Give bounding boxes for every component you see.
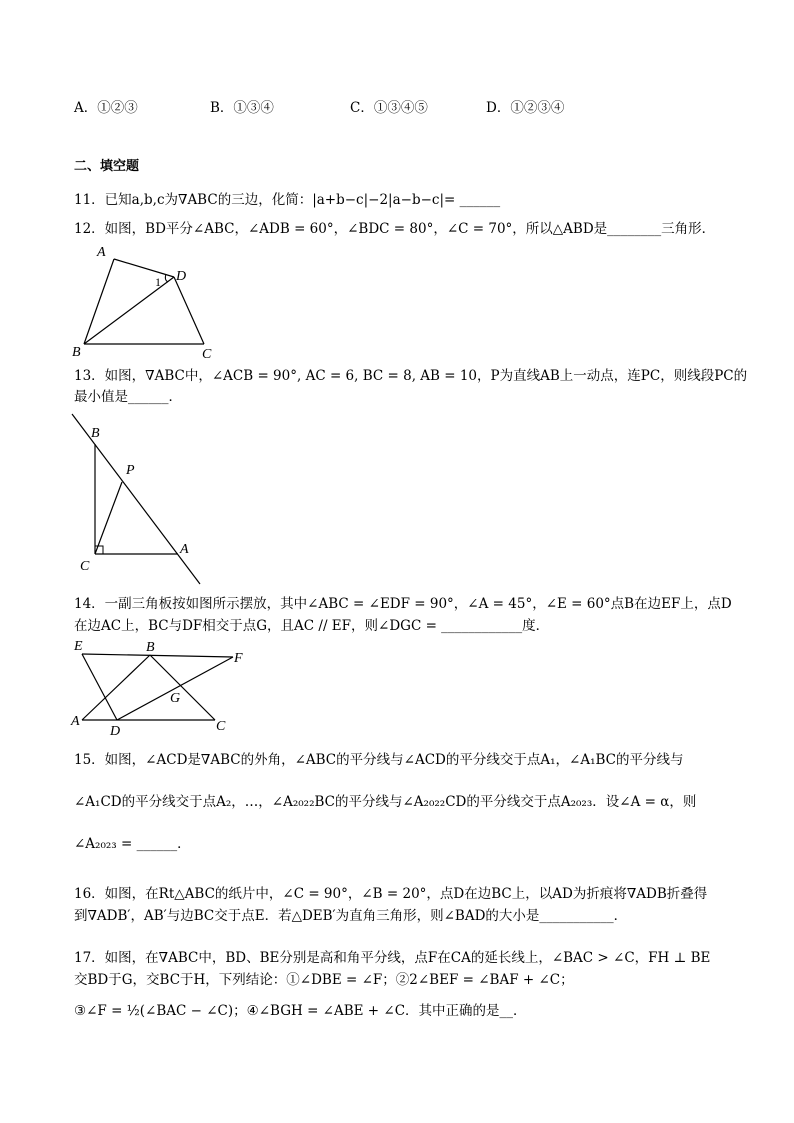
figure-12 xyxy=(70,244,220,362)
segment-pc xyxy=(95,482,122,554)
figure-13 xyxy=(70,410,210,590)
question-17-line-2: 交BD于G，交BC于H，下列结论：①∠DBE = ∠F；②2∠BEF = ∠BAF + ∠C； xyxy=(74,972,574,988)
figure-14 xyxy=(70,636,260,740)
label-b: B xyxy=(72,345,81,360)
option-text: ①②③ xyxy=(97,100,138,116)
label-angle-1: 1 xyxy=(155,275,161,289)
segment-bc xyxy=(150,655,215,720)
question-14-line-1: 14．一副三角板按如图所示摆放，其中∠ABC = ∠EDF = 90°，∠A = 45°，∠E = 60°点B在边EF上，点D xyxy=(74,596,732,612)
option-text: ①②③④ xyxy=(510,100,565,116)
label-d: D xyxy=(176,269,187,284)
label-b: B xyxy=(146,640,155,655)
question-11: 11．已知a,b,c为∇ABC的三边，化简：|a+b−c|−2|a−b−c|= ______ xyxy=(74,192,501,208)
option-letter: C． xyxy=(350,100,374,116)
option-text: ①③④⑤ xyxy=(373,100,428,116)
option-letter: A． xyxy=(74,100,98,116)
segment-df xyxy=(117,657,233,720)
option-d xyxy=(486,96,564,116)
label-f: F xyxy=(234,651,243,666)
label-a: A xyxy=(97,245,106,260)
segment-ab xyxy=(82,655,150,720)
label-e: E xyxy=(74,639,83,654)
question-12: 12．如图，BD平分∠ABC，∠ADB = 60°，∠BDC = 80°，∠C = 70°，所以△ABD是________三角形． xyxy=(74,221,716,237)
label-c: C xyxy=(216,719,226,734)
option-text: ①③④ xyxy=(233,100,274,116)
segment-dc xyxy=(174,277,204,344)
question-15-line-3: ∠A₂₀₂₃ = ______． xyxy=(74,836,191,852)
question-16-line-1: 16．如图，在Rt△ABC的纸片中，∠C = 90°，∠B = 20°，点D在边BC上，以AD为折痕将∇ADB折叠得 xyxy=(74,886,708,902)
label-p: P xyxy=(126,463,135,478)
question-13-line-2: 最小值是______． xyxy=(74,389,182,405)
label-g: G xyxy=(170,691,181,706)
question-17-line-3: ③∠F = ½(∠BAC − ∠C)；④∠BGH = ∠ABE + ∠C．其中正确的是__． xyxy=(74,1003,527,1019)
question-15-line-2: ∠A₁CD的平分线交于点A₂，…，∠A₂₀₂₂BC的平分线与∠A₂₀₂₂CD的平分线交于点A₂₀₂₃．设∠A = α，则 xyxy=(74,794,697,810)
label-a: A xyxy=(71,714,80,729)
label-c: C xyxy=(202,347,212,362)
option-letter: B． xyxy=(210,100,234,116)
option-b xyxy=(210,96,274,116)
question-14-line-2: 在边AC上，BC与DF相交于点G，且AC // EF，则∠DGC = ____________度． xyxy=(74,618,550,634)
segment-ad xyxy=(114,259,174,277)
question-15-line-1: 15．如图，∠ACD是∇ABC的外角，∠ABC的平分线与∠ACD的平分线交于点A₁，∠A₁BC的平分线与 xyxy=(74,752,684,768)
label-a: A xyxy=(180,542,189,557)
label-c: C xyxy=(80,559,90,574)
question-17-line-1: 17．如图，在∇ABC中，BD、BE分别是高和角平分线，点F在CA的延长线上，∠BAC > ∠C，FH ⊥ BE xyxy=(74,950,711,966)
option-c xyxy=(350,96,428,116)
segment-ab xyxy=(84,259,114,344)
option-letter: D． xyxy=(486,100,511,116)
question-16-line-2: 到∇ADB′，AB′与边BC交于点E．若△DEB′为直角三角形，则∠BAD的大小是___________． xyxy=(74,908,628,924)
segment-ed xyxy=(82,654,117,720)
question-13-line-1: 13．如图，∇ABC中，∠ACB = 90°, AC = 6, BC = 8, AB = 10，P为直线AB上一动点，连PC，则线段PC的 xyxy=(74,368,748,384)
option-a xyxy=(74,96,138,116)
segment-ef xyxy=(82,654,233,657)
label-d: D xyxy=(110,724,121,739)
label-b: B xyxy=(91,426,100,441)
section-title: 二、填空题 xyxy=(74,159,140,174)
